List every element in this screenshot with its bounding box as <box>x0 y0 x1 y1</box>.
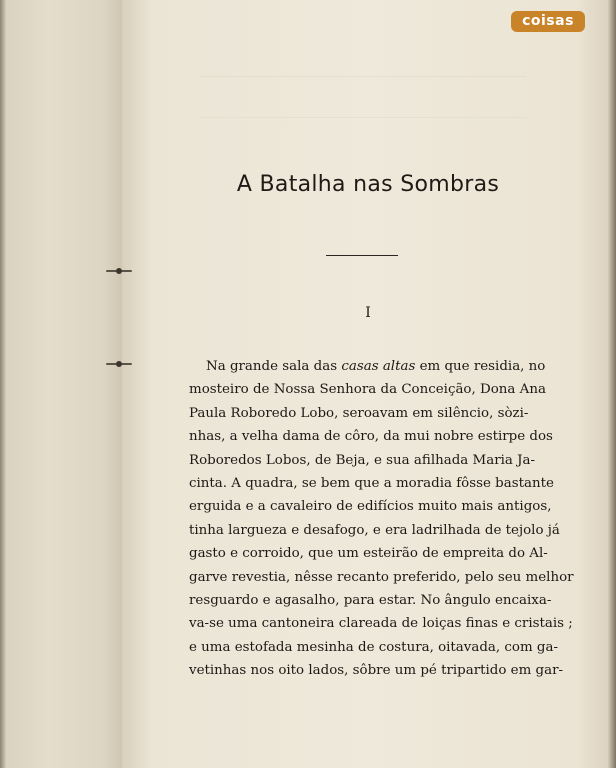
text-line <box>189 402 527 425</box>
text-line-segment: cinta. A quadra, se bem que a moradia fôsse bastante <box>189 475 554 491</box>
text-line-segment: gasto e corroido, que um esteirão de empreita do Al- <box>189 546 548 562</box>
text-line-segment: Na grande sala das <box>206 359 342 374</box>
text-line-segment: resguardo e agasalho, para estar. No ângulo encaixa- <box>189 592 552 608</box>
chapter-number: I <box>365 305 371 321</box>
text-line-segment: garve revestia, nêsse recanto preferido, pelo seu melhor <box>189 569 574 585</box>
coisas-logo: coisas <box>511 11 585 32</box>
text-line <box>189 449 536 472</box>
italic-phrase: casas altas <box>341 359 416 374</box>
text-line <box>189 566 574 589</box>
text-line <box>189 425 553 448</box>
text-line-segment: erguida e a cavaleiro de edifícios muito mais antigos, <box>189 499 552 515</box>
left-page-margin <box>0 0 123 768</box>
right-page-edge <box>608 0 616 768</box>
text-line <box>189 378 546 401</box>
text-line-segment: nhas, a velha dama de côro, da mui nobre estirpe dos <box>189 429 553 445</box>
text-line <box>189 636 559 659</box>
text-line-segment: Roboredos Lobos, de Beja, e sua afilhada Maria Ja- <box>189 452 536 468</box>
text-line <box>189 355 546 378</box>
text-line <box>189 495 552 518</box>
show-through-header <box>200 76 526 118</box>
text-line-segment: tinha largueza e desafogo, e era ladrilhada de tejolo já <box>189 522 560 538</box>
text-line <box>189 659 564 682</box>
text-line-segment: e uma estofada mesinha de costura, oitavada, com ga- <box>189 639 559 655</box>
text-line-segment: va-se uma cantoneira clareada de loiças finas e cristais ; <box>189 616 573 632</box>
text-line-segment: vetinhas nos oito lados, sôbre um pé tripartido em gar- <box>189 663 564 679</box>
title-rule-divider <box>326 255 398 256</box>
binding-staple <box>106 268 132 274</box>
binding-staple <box>106 361 132 367</box>
text-line-segment: em que residia, no <box>415 359 546 374</box>
text-line-segment: mosteiro de Nossa Senhora da Conceição, Dona Ana <box>189 382 546 398</box>
left-page-edge <box>0 0 6 768</box>
text-line-segment: Paula Roboredo Lobo, seroavam em silêncio, sòzi- <box>189 405 529 421</box>
text-line <box>189 612 573 635</box>
body-paragraph <box>189 355 574 682</box>
text-line <box>189 542 548 565</box>
text-line <box>189 519 560 542</box>
text-line <box>189 472 554 495</box>
text-line <box>189 589 552 612</box>
page-title: A Batalha nas Sombras <box>236 172 500 197</box>
